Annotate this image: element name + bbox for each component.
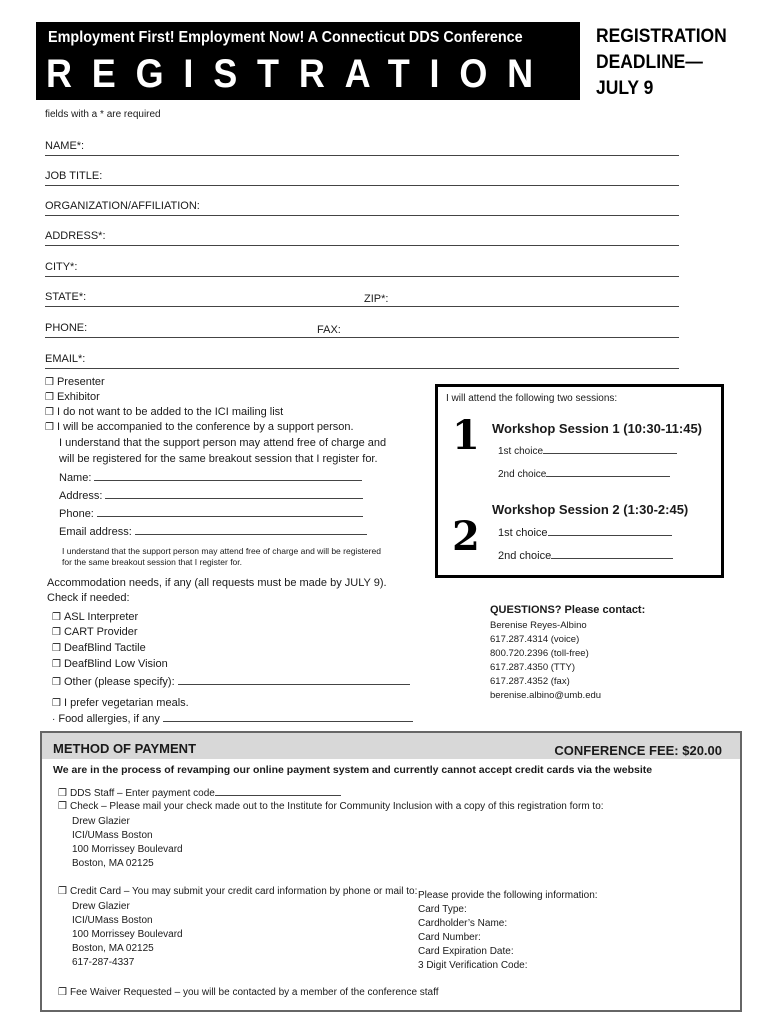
payment-title: METHOD OF PAYMENT: [53, 741, 197, 756]
checkbox-icon: ❒: [52, 677, 61, 688]
bullet-icon: ·: [52, 714, 56, 725]
ws1-first-choice-field[interactable]: 1st choice: [498, 444, 677, 457]
contact-tollfree: 800.720.2396 (toll-free): [490, 648, 589, 659]
checkbox-icon: ❒: [52, 643, 61, 654]
contact-voice: 617.287.4314 (voice): [490, 634, 580, 645]
session-2-number: 2: [452, 513, 480, 560]
cc-provide-info: Please provide the following information:: [418, 890, 598, 901]
sessions-intro: I will attend the following two sessions:: [446, 393, 618, 404]
checkbox-icon: ❒: [52, 612, 61, 623]
credit-card-checkbox[interactable]: ❒ Credit Card – You may submit your credit card information by phone or mail to:: [58, 886, 418, 897]
checkbox-icon: ❒: [45, 377, 54, 388]
ws1-second-choice-field[interactable]: 2nd choice: [498, 467, 670, 480]
check-checkbox[interactable]: ❒ Check – Please mail your check made out to the Institute for Community Inclusion with a copy of this registration form to:: [58, 801, 604, 812]
support-note-1: I understand that the support person may attend free of charge and: [59, 437, 387, 449]
dds-staff-checkbox[interactable]: ❒ DDS Staff – Enter payment code: [58, 786, 341, 799]
asl-checkbox[interactable]: ❒ ASL Interpreter: [52, 611, 139, 623]
cc-cvv-label: 3 Digit Verification Code:: [418, 960, 528, 971]
fax-label[interactable]: FAX:: [317, 324, 341, 336]
presenter-checkbox[interactable]: ❒ Presenter: [45, 376, 105, 388]
address-label: ADDRESS*:: [45, 230, 106, 242]
conference-subtitle: Employment First! Employment Now! A Connecticut DDS Conference: [48, 29, 523, 46]
payment-notice: We are in the process of revamping our online payment system and currently cannot accept credit cards via the website: [53, 764, 653, 776]
cc-addr-name: Drew Glazier: [72, 901, 130, 912]
contact-email-link[interactable]: berenise.albino@umb.edu: [490, 690, 602, 701]
check-addr-city: Boston, MA 02125: [72, 858, 154, 869]
deafblind-tactile-checkbox[interactable]: ❒ DeafBlind Tactile: [52, 642, 146, 654]
job-title-label: JOB TITLE:: [45, 170, 103, 182]
fine-print-2: for the same breakout session that I register for.: [62, 557, 243, 567]
phone-field[interactable]: [45, 322, 679, 338]
checkbox-icon: ❒: [45, 407, 54, 418]
fee-waiver-checkbox[interactable]: ❒ Fee Waiver Requested – you will be contacted by a member of the conference staff: [58, 987, 439, 998]
checkbox-icon: ❒: [52, 627, 61, 638]
checkbox-icon: ❒: [58, 801, 67, 812]
no-mailing-checkbox[interactable]: ❒ I do not want to be added to the ICI mailing list: [45, 406, 284, 418]
email-label: EMAIL*:: [45, 353, 86, 365]
cc-type-label: Card Type:: [418, 904, 467, 915]
session-1-number: 1: [452, 412, 480, 459]
questions-title: QUESTIONS? Please contact:: [490, 604, 646, 616]
support-phone-field[interactable]: Phone:: [59, 507, 363, 520]
vegetarian-checkbox[interactable]: ❒ I prefer vegetarian meals.: [52, 697, 189, 709]
cc-addr-city: Boston, MA 02125: [72, 943, 154, 954]
check-addr-name: Drew Glazier: [72, 816, 130, 827]
organization-field[interactable]: [45, 200, 679, 216]
city-field[interactable]: [45, 261, 679, 277]
cc-addr-phone: 617-287-4337: [72, 957, 135, 968]
workshop-1-title: Workshop Session 1 (10:30-11:45): [492, 421, 703, 436]
check-addr-street: 100 Morrissey Boulevard: [72, 844, 183, 855]
address-field[interactable]: [45, 230, 679, 246]
city-label: CITY*:: [45, 261, 78, 273]
support-address-field[interactable]: Address:: [59, 489, 363, 502]
ws2-first-choice-field[interactable]: 1st choice: [498, 526, 672, 539]
support-name-field[interactable]: Name:: [59, 471, 362, 484]
deadline-line-3: JULY 9: [596, 78, 654, 99]
deadline-line-1: REGISTRATION: [596, 26, 727, 47]
support-email-field[interactable]: Email address:: [59, 525, 367, 538]
email-field[interactable]: [45, 353, 679, 369]
deafblind-low-vision-checkbox[interactable]: ❒ DeafBlind Low Vision: [52, 658, 168, 670]
check-addr-org: ICI/UMass Boston: [72, 830, 153, 841]
job-title-field[interactable]: [45, 170, 679, 186]
accommodation-intro-1: Accommodation needs, if any (all requests must be made by JULY 9).: [47, 577, 387, 589]
accommodation-intro-2: Check if needed:: [47, 592, 130, 604]
checkbox-icon: ❒: [45, 422, 54, 433]
contact-name: Berenise Reyes-Albino: [490, 620, 587, 631]
state-field[interactable]: [45, 291, 679, 307]
support-note-2: will be registered for the same breakout session that I register for.: [59, 453, 378, 465]
checkbox-icon: ❒: [45, 392, 54, 403]
organization-label: ORGANIZATION/AFFILIATION:: [45, 200, 200, 212]
ws2-second-choice-field[interactable]: 2nd choice: [498, 549, 673, 562]
other-checkbox[interactable]: ❒ Other (please specify):: [52, 675, 410, 688]
checkbox-icon: ❒: [52, 698, 61, 709]
contact-fax: 617.287.4352 (fax): [490, 676, 570, 687]
state-label: STATE*:: [45, 291, 87, 303]
contact-tty: 617.287.4350 (TTY): [490, 662, 576, 673]
required-note: fields with a * are required: [45, 109, 161, 120]
cc-number-label: Card Number:: [418, 932, 481, 943]
name-label: NAME*:: [45, 140, 85, 152]
checkbox-icon: ❒: [58, 987, 67, 998]
fine-print-1: I understand that the support person may attend free of charge and will be registered: [62, 546, 381, 556]
name-field[interactable]: [45, 140, 679, 156]
zip-label[interactable]: ZIP*:: [364, 293, 389, 305]
conference-fee: CONFERENCE FEE: $20.00: [554, 743, 722, 758]
exhibitor-checkbox[interactable]: ❒ Exhibitor: [45, 391, 100, 403]
cc-addr-org: ICI/UMass Boston: [72, 915, 153, 926]
cc-holder-label: Cardholder’s Name:: [418, 918, 508, 929]
checkbox-icon: ❒: [58, 788, 67, 799]
support-person-checkbox[interactable]: ❒ I will be accompanied to the conference by a support person.: [45, 421, 354, 433]
cart-checkbox[interactable]: ❒ CART Provider: [52, 626, 138, 638]
phone-label: PHONE:: [45, 322, 88, 334]
cc-exp-label: Card Expiration Date:: [418, 946, 514, 957]
food-allergies-field[interactable]: · Food allergies, if any: [52, 712, 413, 725]
workshop-2-title: Workshop Session 2 (1:30-2:45): [492, 502, 689, 517]
cc-addr-street: 100 Morrissey Boulevard: [72, 929, 183, 940]
deadline-line-2: DEADLINE—: [596, 52, 703, 73]
checkbox-icon: ❒: [52, 659, 61, 670]
registration-title: REGISTRATION: [46, 52, 553, 96]
checkbox-icon: ❒: [58, 886, 67, 897]
